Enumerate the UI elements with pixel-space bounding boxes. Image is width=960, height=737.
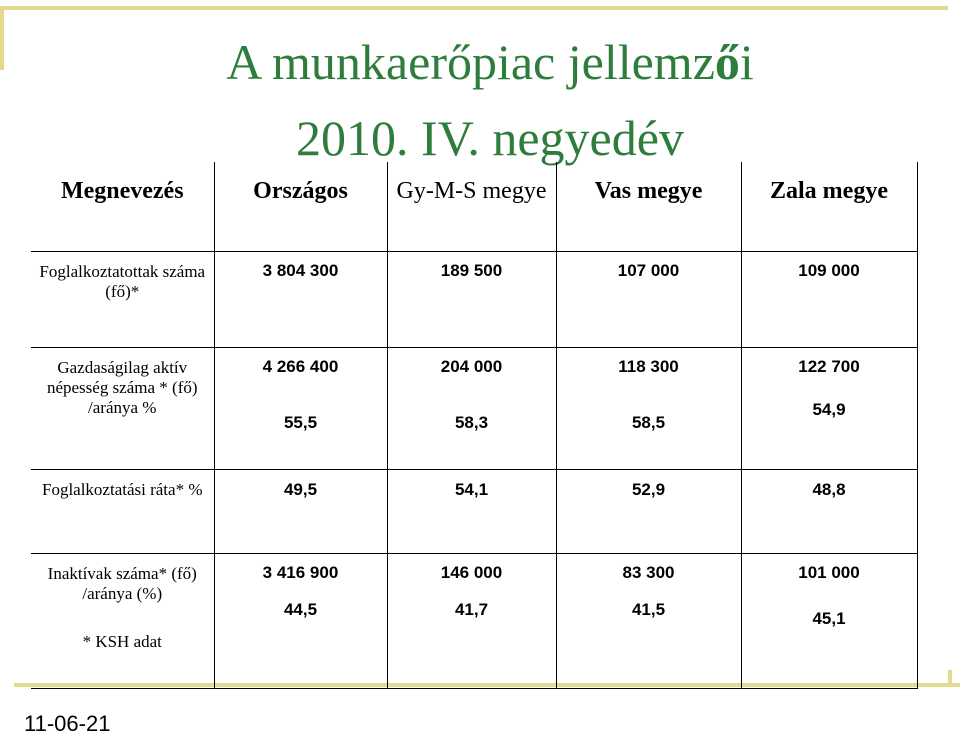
table-row — [31, 347, 917, 469]
table-cell — [214, 251, 387, 347]
cell-value: 83 300 — [622, 562, 675, 582]
table-cell — [387, 469, 556, 553]
cell-value: 107 000 — [617, 260, 680, 280]
cell-value: 3 804 300 — [262, 260, 339, 280]
header-gyms: Gy-M-S megye — [387, 162, 556, 251]
cell-value: 4 266 400 — [262, 356, 339, 376]
cell-ratio: 45,1 — [812, 608, 846, 628]
table-cell — [387, 347, 556, 469]
cell-value: 54,1 — [454, 479, 489, 499]
cell-value: 3 416 900 — [262, 562, 339, 582]
table-cell — [214, 553, 387, 688]
table-cell — [556, 553, 741, 688]
cell-ratio: 58,5 — [631, 412, 666, 432]
row-label: Foglalkoztatási ráta* % — [31, 469, 214, 553]
slide-subtitle: 2010. IV. negyedév — [296, 110, 684, 166]
row-label: Gazdaságilag aktív népesség száma * (fő) /aránya % — [31, 347, 214, 469]
cell-value: 146 000 — [440, 562, 503, 582]
row-label: Inaktívak száma* (fő) /aránya (%) — [47, 563, 197, 603]
slide-date: 11-06-21 — [24, 711, 111, 736]
table-cell — [741, 347, 917, 469]
cell-value: 52,9 — [631, 479, 666, 499]
table-cell — [214, 469, 387, 553]
table-cell — [741, 251, 917, 347]
table-cell — [741, 553, 917, 688]
cell-value: 109 000 — [798, 260, 860, 280]
table-row — [31, 469, 917, 553]
decor-left-bar — [0, 6, 4, 70]
row-label-cell — [31, 553, 214, 688]
cell-ratio: 41,5 — [631, 599, 666, 619]
table-header-row — [31, 162, 917, 251]
cell-value: 204 000 — [440, 356, 503, 376]
cell-value: 49,5 — [283, 479, 318, 499]
decor-right-bar — [948, 670, 952, 684]
row-label: Foglalkoztatottak száma (fő)* — [31, 251, 214, 347]
table-cell — [214, 347, 387, 469]
cell-value: 101 000 — [798, 562, 860, 582]
table-cell — [556, 251, 741, 347]
source-footnote: * KSH adat — [82, 631, 162, 651]
header-megnevezes: Megnevezés — [31, 162, 214, 251]
cell-ratio: 41,7 — [454, 599, 489, 619]
table-cell — [387, 251, 556, 347]
table-row — [31, 251, 917, 347]
cell-value: 48,8 — [812, 479, 846, 499]
cell-value: 189 500 — [440, 260, 503, 280]
header-orszagos: Országos — [214, 162, 387, 251]
slide-title: A munkaerőpiac jellemzői — [226, 34, 754, 90]
decor-top-bar — [0, 6, 948, 10]
cell-value: 122 700 — [798, 356, 860, 376]
cell-ratio: 55,5 — [283, 412, 318, 432]
cell-value: 118 300 — [618, 356, 679, 376]
cell-ratio: 54,9 — [812, 399, 846, 419]
cell-ratio: 58,3 — [454, 412, 489, 432]
table-cell — [387, 553, 556, 688]
header-vas: Vas megye — [556, 162, 741, 251]
table-row — [31, 553, 917, 688]
table-cell — [741, 469, 917, 553]
table-cell — [556, 469, 741, 553]
cell-ratio: 44,5 — [283, 599, 318, 619]
header-zala: Zala megye — [741, 162, 917, 251]
table-cell — [556, 347, 741, 469]
labor-market-table — [31, 162, 918, 689]
